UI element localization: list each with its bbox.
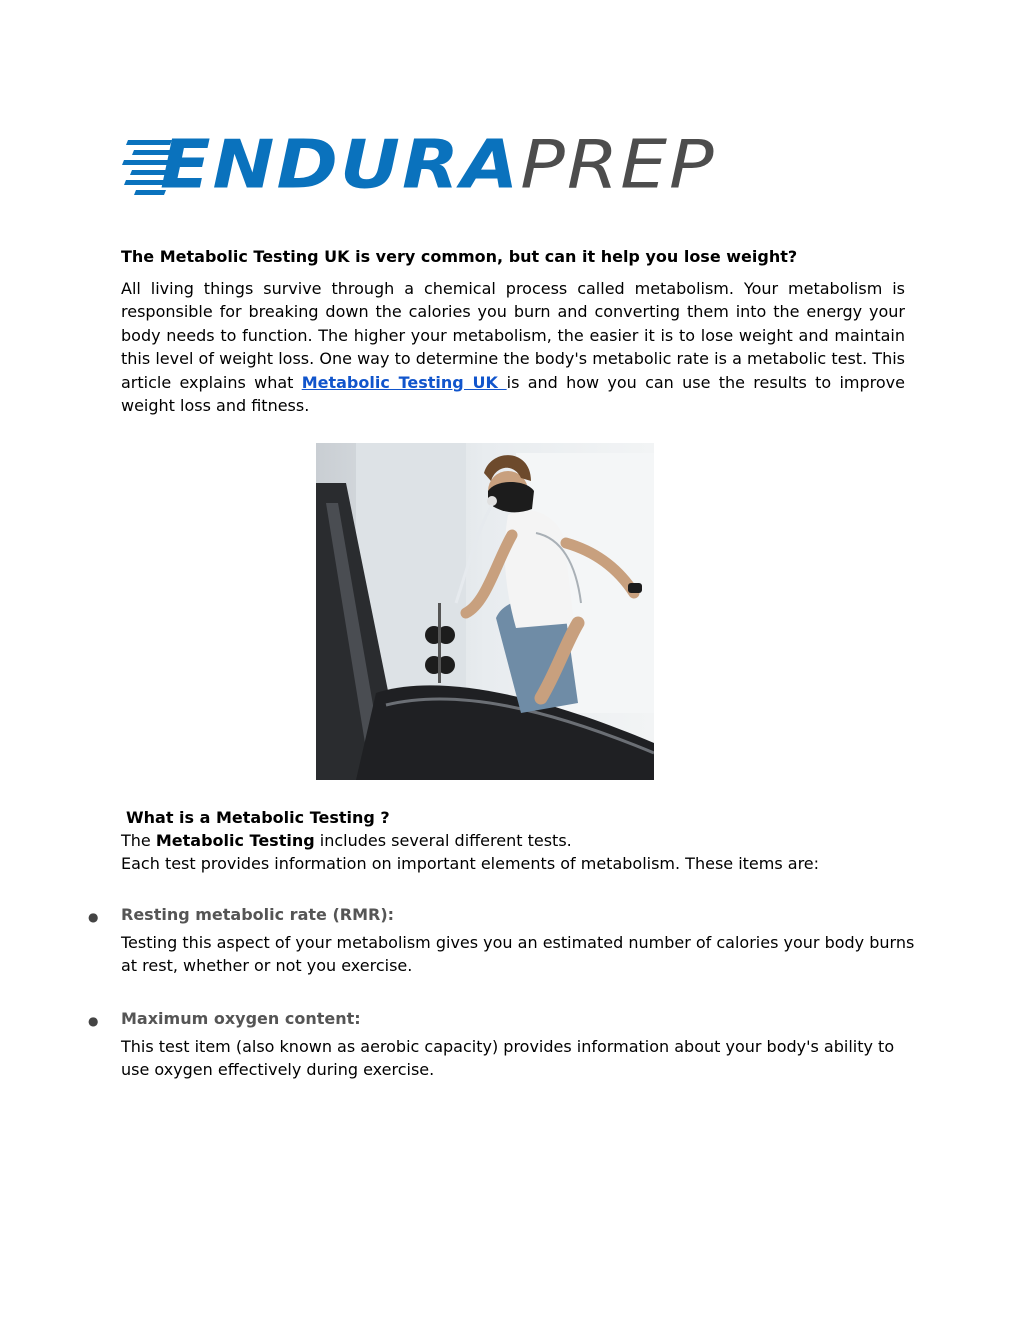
- item-title-oxygen: Maximum oxygen content:: [121, 1009, 361, 1028]
- item-text-rmr: Testing this aspect of your metabolism gives you an estimated number of calories your body burns at rest, whether or not you exercise.: [121, 933, 915, 976]
- section-line-2: Each test provides information on important elements of metabolism. These items are:: [121, 854, 820, 873]
- endura-prep-logo: [122, 126, 904, 204]
- article-heading: The Metabolic Testing UK is very common, but can it help you lose weight?: [121, 247, 798, 266]
- line1-bold: Metabolic Testing: [155, 831, 315, 850]
- section-title: What is a Metabolic Testing ?: [126, 808, 390, 827]
- logo-part-endura: ENDURA: [160, 126, 521, 204]
- logo-part-prep: PREP: [520, 126, 716, 204]
- treadmill-runner-photo: [316, 443, 654, 780]
- intro-text-after: is and how you can use the results to improve weight loss and fitness.: [121, 372, 905, 416]
- bullet-icon: ●: [88, 1014, 99, 1028]
- line1-prefix: The: [121, 831, 156, 850]
- section-line-1: [121, 831, 572, 850]
- line1-suffix: includes several different tests.: [314, 831, 572, 850]
- bullet-icon: ●: [88, 910, 99, 924]
- metabolic-testing-uk-link[interactable]: Metabolic Testing UK: [301, 372, 507, 392]
- item-title-rmr: Resting metabolic rate (RMR):: [121, 905, 395, 924]
- intro-paragraph: [121, 277, 905, 417]
- intro-text-before: All living things survive through a chemical process called metabolism. Your metabolism is responsible for breaking down the calories you burn and converting them into the energy your body needs to function. The higher your metabolism, the easier it is to lose weight and maintain this level of weight loss. One way to determine the body's metabolic rate is a metabolic test. This article explains what: [121, 279, 905, 392]
- logo-wordmark: [160, 126, 716, 204]
- item-text-oxygen: This test item (also known as aerobic capacity) provides information about your body's ability to use oxygen effectively during exercise.: [121, 1037, 895, 1080]
- photo-illustration: [316, 443, 654, 780]
